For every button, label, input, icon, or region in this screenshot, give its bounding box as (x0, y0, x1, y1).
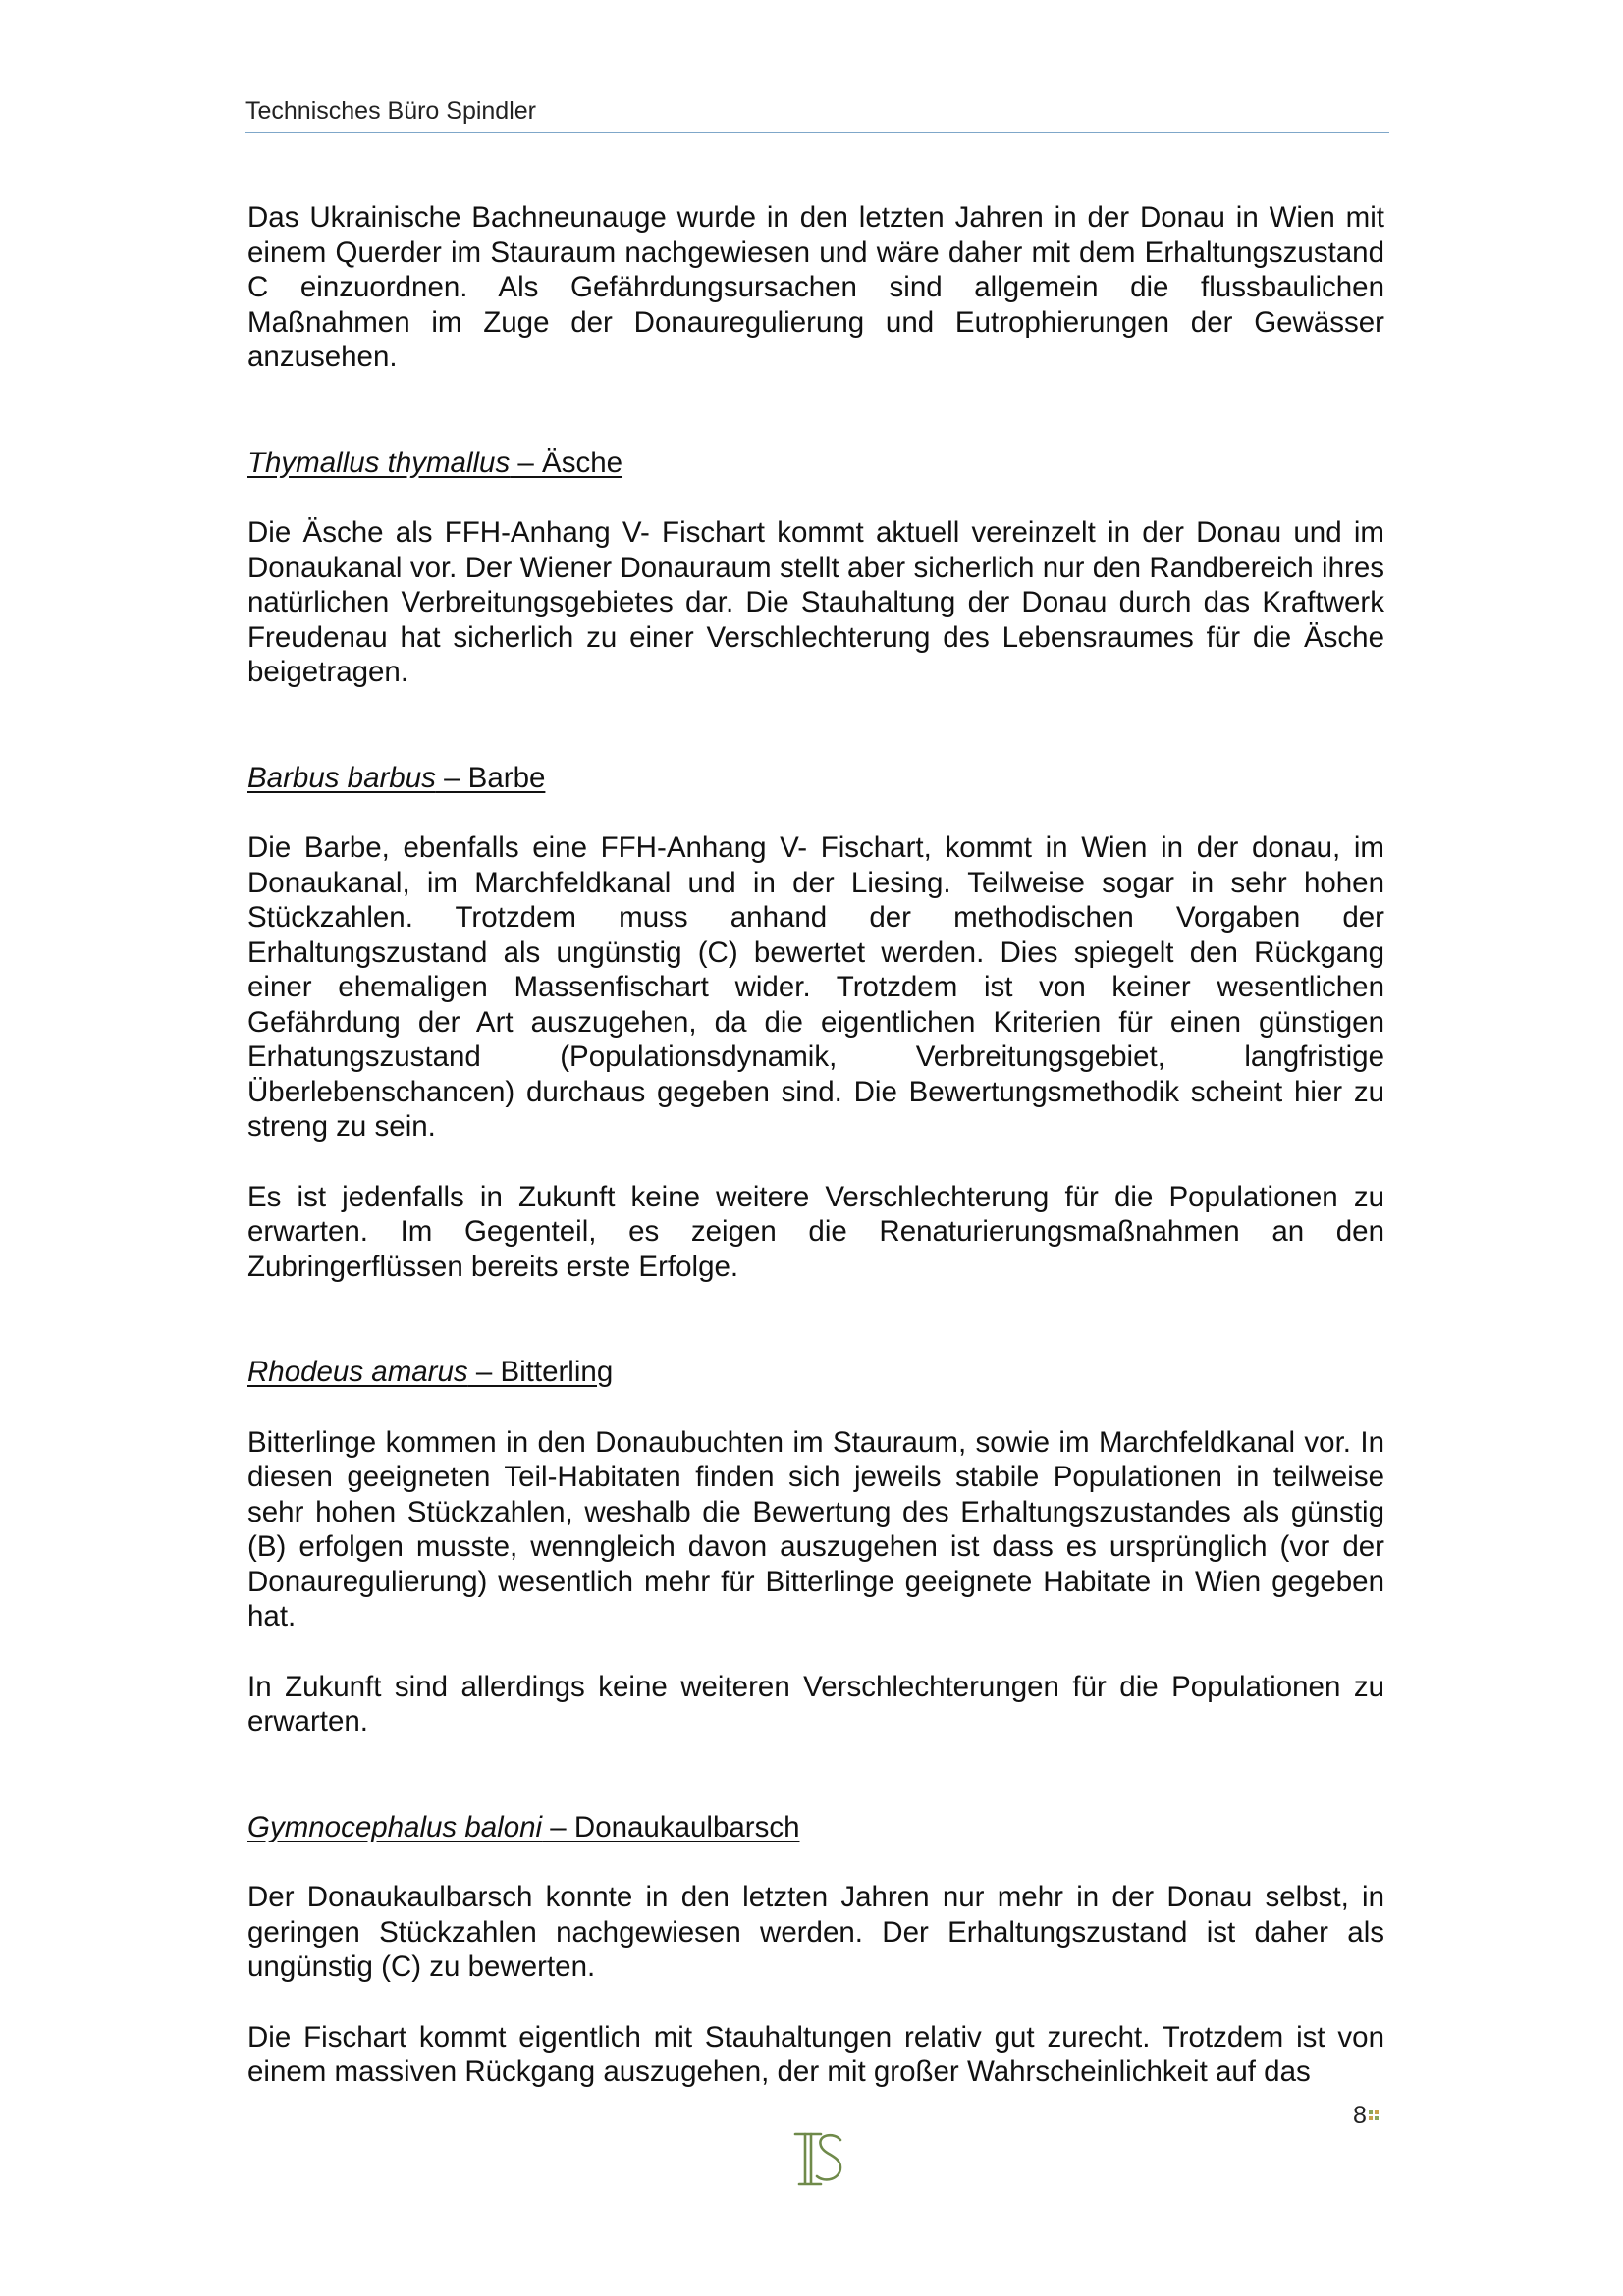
common-name: – Barbe (435, 761, 546, 794)
latin-name: Barbus barbus (247, 761, 436, 794)
section-heading-barbus (247, 761, 1384, 796)
barbus-paragraph-2: Es ist jedenfalls in Zukunft keine weitere Verschlechterung für die Populationen zu erwarten. Im Gegenteil, es zeigen die Renaturierungsmaßnahmen an den Zubringerflüssen bereits erste Erfolge. (247, 1180, 1384, 1283)
common-name: – Donaukaulbarsch (542, 1810, 800, 1843)
header-title: Technisches Büro Spindler (245, 97, 536, 125)
barbus-paragraph-1: Die Barbe, ebenfalls eine FFH-Anhang V- Fischart, kommt in Wien in der donau, im Donaukanal, im Marchfeldkanal und in der Liesing. Teilweise sogar in sehr hohen Stückzahlen. Trotzdem muss anhand der methodischen Vorgaben der Erhaltungszustand als ungünstig (C) bewertet werden. Dies spiegelt den Rückgang einer ehemaligen Massenfischart wider. Trotzdem ist von keiner wesentlichen Gefährdung der Art auszugehen, da die eigentlichen Kriterien für einen günstigen Erhatungszustand (Populationsdynamik, Verbreitungsgebiet, langfristige Überlebenschancen) durchaus gegeben sind. Die Bewertungsmethodik scheint hier zu streng zu sein. (247, 831, 1384, 1143)
decorative-mark-icon (1368, 2109, 1380, 2121)
common-name: – Bitterling (467, 1356, 614, 1388)
latin-name: Gymnocephalus baloni (247, 1810, 543, 1843)
page-number-value: 8 (1353, 2102, 1367, 2129)
rhodeus-paragraph-1: Bitterlinge kommen in den Donaubuchten im Stauraum, sowie im Marchfeldkanal vor. In diesen geeigneten Teil-Habitaten finden sich jeweils stabile Populationen in teilweise sehr hohen Stückzahlen, weshalb die Bewertung des Erhaltungszustandes als günstig (B) erfolgen musste, wenngleich davon auszugehen ist dass es ursprünglich (vor der Donauregulierung) wesentlich mehr für Bitterlinge geeignete Habitate in Wien gegeben hat. (247, 1425, 1384, 1632)
latin-name: Thymallus thymallus (247, 446, 511, 479)
thymallus-paragraph: Die Äsche als FFH-Anhang V- Fischart kommt aktuell vereinzelt in der Donau und im Donaukanal vor. Der Wiener Donauraum stellt aber sicherlich nur den Randbereich ihres natürlichen Verbreitungsgebietes dar. Die Stauhaltung der Donau durch das Kraftwerk Freudenau hat sicherlich zu einer Verschlechterung des Lebensraumes für die Äsche beigetragen. (247, 516, 1384, 688)
page-number (1353, 2101, 1380, 2130)
section-heading-gymnocephalus (247, 1810, 1384, 1845)
section-heading-rhodeus (247, 1355, 1384, 1390)
gymnocephalus-paragraph-2: Die Fischart kommt eigentlich mit Stauhaltungen relativ gut zurecht. Trotzdem ist von einem massiven Rückgang auszugehen, der mit großer Wahrscheinlichkeit auf das (247, 2020, 1384, 2088)
tbs-logo-icon (791, 2128, 848, 2189)
rhodeus-paragraph-2: In Zukunft sind allerdings keine weiteren Verschlechterungen für die Populationen zu erwarten. (247, 1670, 1384, 1737)
gymnocephalus-paragraph-1: Der Donaukaulbarsch konnte in den letzten Jahren nur mehr in der Donau selbst, in geringen Stückzahlen nachgewiesen werden. Der Erhaltungszustand ist daher als ungünstig (C) zu bewerten. (247, 1881, 1384, 1983)
common-name: – Äsche (510, 446, 623, 479)
page-header (245, 96, 1389, 133)
intro-paragraph: Das Ukrainische Bachneunauge wurde in den letzten Jahren in der Donau in Wien mit einem Querder im Stauraum nachgewiesen und wäre daher mit dem Erhaltungszustand C einzuordnen. Als Gefährdungsursachen sind allgemein die flussbaulichen Maßnahmen im Zuge der Donauregulierung und Eutrophierungen der Gewässer anzusehen. (247, 201, 1384, 373)
latin-name: Rhodeus amarus (247, 1356, 468, 1388)
section-heading-thymallus (247, 446, 1384, 481)
document-body (247, 200, 1384, 2125)
